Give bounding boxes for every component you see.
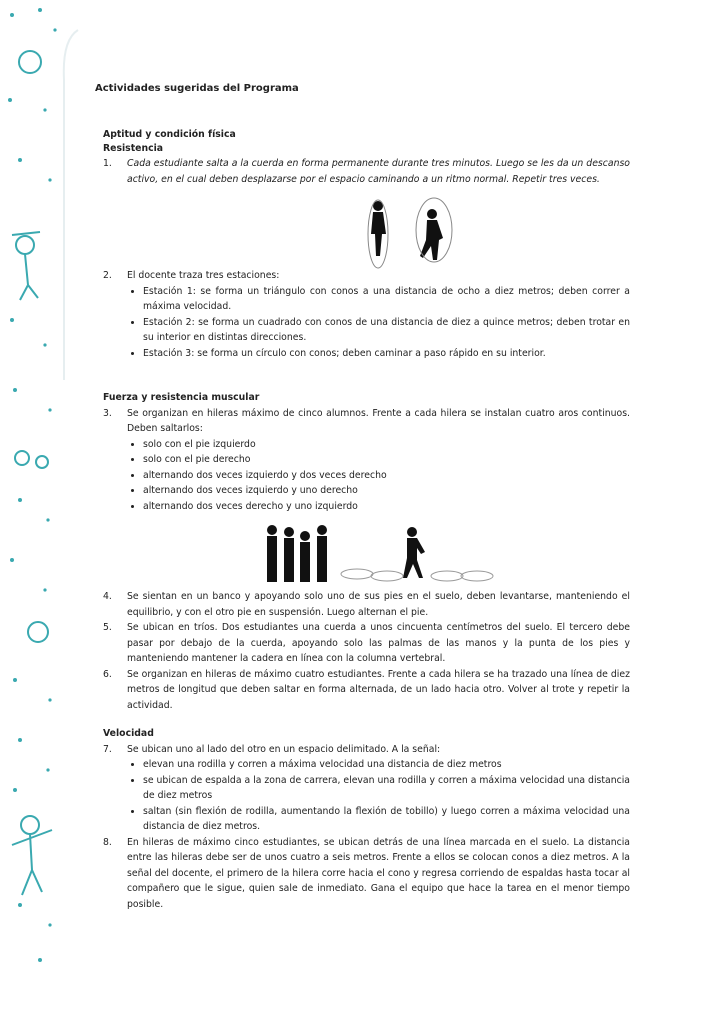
bullet-list — [95, 757, 630, 835]
bullet-list — [95, 284, 630, 362]
page-title: Actividades sugeridas del Programa — [95, 83, 299, 94]
item-number: 5. — [103, 622, 112, 633]
section-heading: Aptitud y condición física — [103, 129, 236, 140]
item-text: Se ubican uno al lado del otro en un espacio delimitado. A la señal: — [127, 743, 441, 755]
section-fuerza — [95, 390, 630, 514]
bullet-item: • alternando dos veces derecho y uno izquierdo — [143, 499, 630, 515]
jump-rope-illustration — [360, 196, 460, 270]
list-item — [95, 268, 630, 284]
section-heading: Fuerza y resistencia muscular — [103, 392, 260, 403]
item-number: 7. — [103, 743, 112, 755]
items-4-6 — [95, 589, 630, 713]
item-text: En hileras de máximo cinco estudiantes, se ubican detrás de una línea marcada en el suelo. La distancia entre las hileras debe ser de unos cuatro a seis metros. Frente a ellos se colocan conos a diez metros. A la señal del docente, el primero de la hilera corre hacia el cono y regresa corriendo de espaldas hasta tocar al compañero que le sigue, quien sale de inmediato. Gana el equipo que hace la tarea en el menor tiempo posible. — [127, 836, 630, 910]
item-number: 6. — [103, 668, 112, 680]
subsection-heading: Resistencia — [103, 142, 164, 154]
bullet-item: • solo con el pie derecho — [143, 452, 630, 468]
list-item — [95, 835, 630, 913]
item-text: Se sientan en un banco y apoyando solo uno de sus pies en el suelo, deben levantarse, manteniendo el equilibrio, y con el otro pie en suspensión. Luego alternan el pie. — [127, 591, 630, 618]
bullet-item: • Estación 1: se forma un triángulo con conos a una distancia de ocho a diez metros; deben correr a máxima velocidad. — [143, 284, 630, 315]
section-resistencia — [95, 127, 630, 187]
item-text: Se organizan en hileras máximo de cinco alumnos. Frente a cada hilera se instalan cuatro aros continuos. Deben saltarlos: — [127, 407, 630, 434]
bullet-list — [95, 437, 630, 515]
list-item — [95, 620, 630, 667]
hoops-illustration — [262, 522, 502, 586]
bullet-item: • alternando dos veces izquierdo y dos veces derecho — [143, 468, 630, 484]
bullet-item: • se ubican de espalda a la zona de carrera, elevan una rodilla y corren a máxima velocidad una distancia de diez metros — [143, 773, 630, 804]
item-number: 3. — [103, 407, 112, 419]
list-item — [95, 667, 630, 714]
bullet-item: • elevan una rodilla y corren a máxima velocidad una distancia de diez metros — [143, 757, 630, 773]
list-item — [95, 589, 630, 620]
item-number: 8. — [103, 836, 112, 848]
section-velocidad — [95, 726, 630, 912]
item-text: Se ubican en tríos. Dos estudiantes una cuerda a unos cincuenta centímetros del suelo. El tercero debe pasar por debajo de la cuerda, apoyando solo las palmas de las manos y la punta de los pies y manteniendo mantener la cadera en línea con la columna vertebral. — [127, 622, 630, 664]
bullet-item: • saltan (sin flexión de rodilla, aumentando la flexión de tobillo) y luego corren a máxima velocidad una distancia de diez metros. — [143, 804, 630, 835]
bullet-item: • Estación 3: se forma un círculo con conos; deben caminar a paso rápido en su interior. — [143, 346, 630, 362]
section-heading: Velocidad — [103, 728, 154, 739]
item-number: 4. — [103, 591, 112, 602]
list-item — [95, 156, 630, 187]
list-item — [95, 742, 630, 758]
item-number: 1. — [103, 158, 112, 169]
bullet-item: • solo con el pie izquierdo — [143, 437, 630, 453]
item-text: El docente traza tres estaciones: — [127, 270, 280, 281]
bullet-item: • Estación 2: se forma un cuadrado con conos de una distancia de diez a quince metros; deben trotar en su interior en distintas direcciones. — [143, 315, 630, 346]
list-item — [95, 406, 630, 437]
item-number: 2. — [103, 270, 112, 281]
decorative-border — [0, 0, 80, 1020]
item-text: Se organizan en hileras de máximo cuatro estudiantes. Frente a cada hilera se ha trazado una línea de diez metros de longitud que deben saltar en forma alternada, de un lado hacia otro. Volver al trote y repetir la actividad. — [127, 668, 630, 711]
item-2-block — [95, 268, 630, 361]
bullet-item: • alternando dos veces izquierdo y uno derecho — [143, 483, 630, 499]
item-text: Cada estudiante salta a la cuerda en forma permanente durante tres minutos. Luego se les da un descanso activo, en el cual deben desplazarse por el espacio caminando a un ritmo normal. Repetir tres veces. — [127, 158, 630, 185]
